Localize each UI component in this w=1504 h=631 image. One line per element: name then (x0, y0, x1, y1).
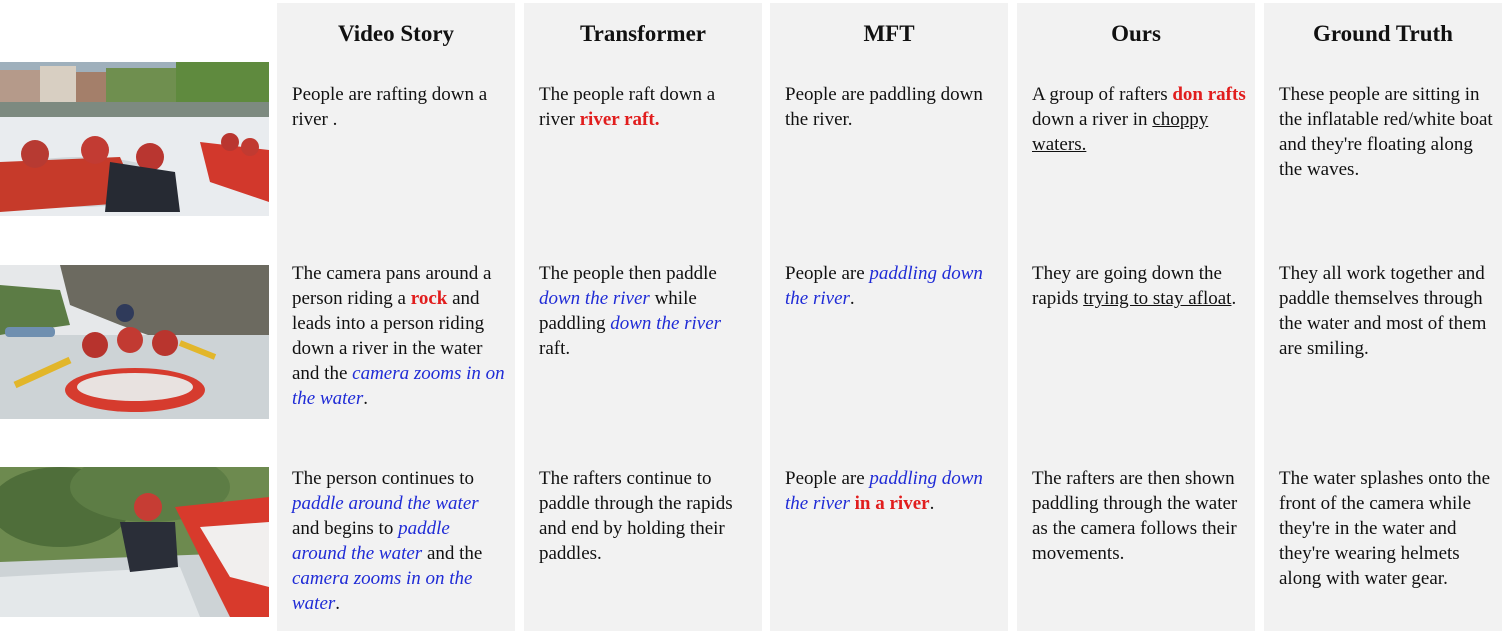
highlight-red: rock (410, 288, 448, 309)
caption-text: The water splashes onto the front of the camera while they're in the water and they're wearing helmets along with water gear. (1279, 468, 1491, 589)
caption-cell (785, 82, 999, 132)
caption-cell (1279, 261, 1493, 361)
caption-cell (292, 82, 506, 132)
column-ground-truth (1264, 3, 1502, 631)
caption-text: . (1231, 288, 1237, 309)
caption-text: People are (785, 468, 870, 489)
caption-text: raft. (539, 338, 571, 359)
caption-cell (1279, 82, 1493, 182)
caption-text: The people then paddle (539, 263, 717, 284)
caption-text: while paddling (539, 288, 697, 334)
highlight-blue: down the river (539, 288, 650, 309)
caption-text: People are paddling down the river. (785, 84, 983, 130)
caption-cell (1279, 466, 1493, 591)
caption-text: The people raft down a river (539, 84, 716, 130)
video-frame-2 (0, 265, 269, 419)
caption-text: The rafters are then shown paddling through the water as the camera follows their movements. (1032, 468, 1238, 564)
caption-text: down a river in (1032, 109, 1153, 130)
caption-text: The camera pans around a person riding a (292, 263, 492, 309)
highlight-ul: choppy waters. (1032, 109, 1209, 155)
column-header: Video Story (337, 21, 455, 46)
caption-text: They all work together and paddle themselves through the water and most of them are smiling. (1279, 263, 1487, 359)
caption-cell (539, 261, 753, 361)
column-ours (1017, 3, 1255, 631)
highlight-blue: paddling down the river (785, 263, 983, 309)
highlight-blue: paddle around the water (292, 518, 450, 564)
highlight-red: river raft. (579, 109, 660, 130)
caption-text: . (335, 593, 341, 614)
caption-text: People are (785, 263, 870, 284)
highlight-blue: paddling down the river (785, 468, 983, 514)
caption-text: These people are sitting in the inflatable red/white boat and they're floating along the waves. (1279, 84, 1493, 180)
caption-text: They are going down the rapids (1032, 263, 1222, 309)
caption-text: and leads into a person riding down a river in the water and the (292, 288, 485, 384)
caption-text: The person continues to (292, 468, 475, 489)
caption-text: . (929, 493, 935, 514)
column-header: Transformer (579, 21, 707, 46)
caption-cell (1032, 261, 1246, 311)
highlight-blue: camera zooms in on the water (292, 568, 473, 614)
column-video-story (277, 3, 515, 631)
video-frame-3 (0, 467, 269, 617)
column-transformer (524, 3, 762, 631)
column-header: MFT (863, 21, 915, 46)
caption-text: People are rafting down a river . (292, 84, 488, 130)
highlight-blue: paddle around the water (292, 493, 479, 514)
caption-text: . (849, 288, 855, 309)
highlight-ul: trying to stay afloat (1083, 288, 1232, 309)
highlight-red: don rafts (1172, 84, 1246, 105)
caption-cell (785, 466, 999, 516)
caption-cell (1032, 466, 1246, 566)
caption-cell (539, 82, 753, 132)
column-mft (770, 3, 1008, 631)
caption-text: and begins to (292, 518, 399, 539)
caption-text: The rafters continue to paddle through the rapids and end by holding their paddles. (539, 468, 733, 564)
video-frame-1 (0, 62, 269, 216)
caption-cell (292, 466, 506, 616)
caption-text: A group of rafters (1032, 84, 1173, 105)
column-header: Ground Truth (1313, 21, 1453, 46)
caption-cell (539, 466, 753, 566)
caption-cell (1032, 82, 1246, 157)
column-header: Ours (1111, 21, 1161, 46)
highlight-blue: down the river (610, 313, 722, 334)
caption-cell (785, 261, 999, 311)
caption-cell (292, 261, 506, 411)
caption-text: and the (422, 543, 483, 564)
caption-text: . (363, 388, 368, 409)
highlight-red: in a river (854, 493, 930, 514)
highlight-blue: camera zooms in on the water (292, 363, 505, 409)
